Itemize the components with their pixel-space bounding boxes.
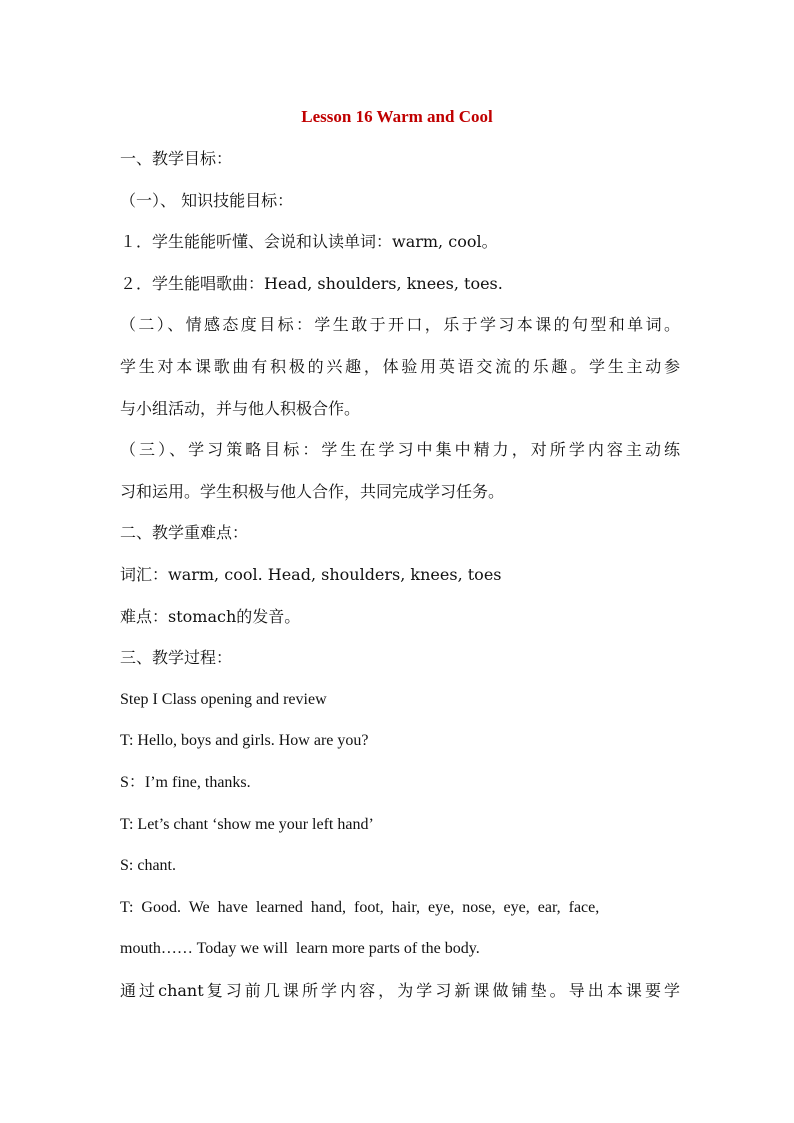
heading-teaching-process: 三、教学过程： [120, 648, 233, 668]
paragraph-learning-strategy-line-2: 习和运用。学生积极与他人合作，共同完成学习任务。 [120, 481, 505, 501]
dialogue-line-teacher-3: T: Good. We have learned hand, foot, hair, eye, nose, eye, ear, face, [120, 898, 600, 916]
dialogue-line-student-2: S: chant. [120, 857, 176, 875]
document-body [120, 146, 680, 1019]
dialogue-line-teacher-3-continued: mouth…… Today we will learn more parts of the body. [120, 940, 480, 958]
objective-item-1: １．学生能能听懂、会说和认读单词：warm, cool。 [120, 232, 498, 252]
vocabulary-line: 词汇：warm, cool. Head, shoulders, knees, toes [120, 564, 502, 584]
paragraph-emotional-attitude-line-1: （二）、情感态度目标：学生敢于开口，乐于学习本课的句型和单词。 [120, 315, 680, 335]
heading-key-points: 二、教学重难点： [120, 523, 249, 543]
dialogue-line-teacher-1: T: Hello, boys and girls. How are you? [120, 732, 369, 750]
dialogue-line-teacher-2: T: Let’s chant ‘show me your left hand’ [120, 815, 374, 833]
heading-teaching-objectives: 一、教学目标： [120, 149, 233, 168]
paragraph-learning-strategy-line-1: （三）、学习策略目标：学生在学习中集中精力，对所学内容主动练 [120, 440, 680, 460]
paragraph-chant-review: 通过chant复习前几课所学内容，为学习新课做铺垫。导出本课要学 [120, 980, 680, 1000]
paragraph-emotional-attitude-line-3: 与小组活动，并与他人积极合作。 [120, 398, 361, 418]
lesson-title: Lesson 16 Warm and Cool [301, 107, 493, 126]
subheading-knowledge-skills: （一）、 知识技能目标： [120, 190, 294, 210]
step-1-heading: Step I Class opening and review [120, 690, 327, 708]
dialogue-line-student-1: S：I’m fine, thanks. [120, 773, 251, 791]
objective-item-2: ２．学生能唱歌曲：Head, shoulders, knees, toes. [120, 273, 503, 293]
difficulty-line: 难点：stomach的发音。 [120, 606, 301, 626]
paragraph-emotional-attitude-line-2: 学生对本课歌曲有积极的兴趣，体验用英语交流的乐趣。学生主动参 [120, 356, 680, 376]
